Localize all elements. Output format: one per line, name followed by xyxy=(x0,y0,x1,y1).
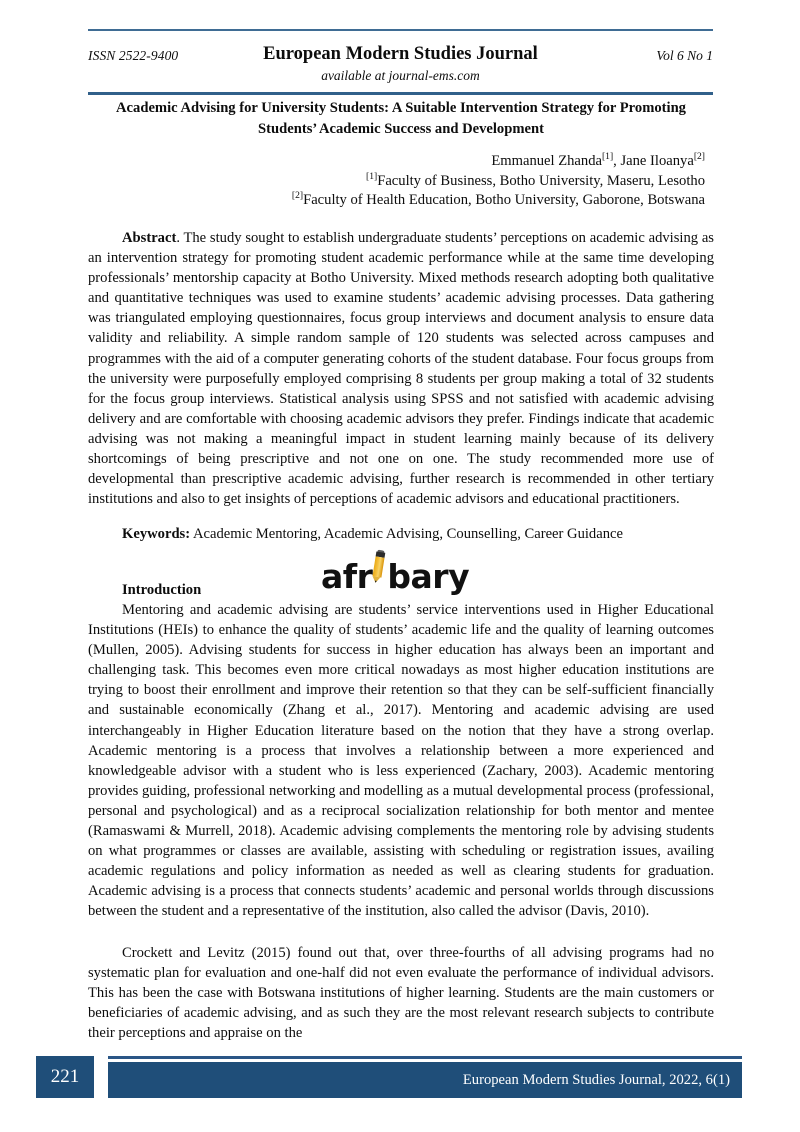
abstract-label: Abstract xyxy=(122,230,177,246)
volume-issue-label: Vol 6 No 1 xyxy=(656,48,713,63)
affiliation-1-line xyxy=(96,172,705,192)
authors-and-affiliations xyxy=(96,152,705,211)
afribary-logo-text-after: bary xyxy=(387,557,470,596)
introduction-paragraph-2: Crockett and Levitz (2015) found out that, over three-fourths of all advising programs had no systematic plan for evaluation and one-half did not even evaluate the performance of individual advisors. This has been the case with Botswana institutions of higher learning. Students are the main customers or beneficiaries of academic advising, and as such they are the most relevant research subjects to contribute their perceptions and appraise on the xyxy=(88,945,714,1042)
affiliation-2-marker: [2] xyxy=(291,190,304,202)
footer-rule-divider xyxy=(108,1056,742,1059)
keywords-text: Academic Mentoring, Academic Advising, Counselling, Career Guidance xyxy=(192,526,623,542)
introduction-paragraph-1: Mentoring and academic advising are students’ service interventions used in Higher Educational Institutions (HEIs) to enhance the quality of students’ academic life and the quality of learning outcomes (Mullen, 2005). Advising students for success in higher education has always been an important and challenging task. This becomes even more critical nowadays as most higher education institutions are trying to boost their enrollment and improve their retention so that they can be self-sufficient financially and sustainable economically (Zhang et al., 2017). Mentoring and academic advising are used interchangeably in Higher Education literature based on the notion that they have a strong overlap. Academic mentoring is a process that involves a relationship between a more experienced and knowledgeable advisor with a student who is less experienced (Zachary, 2003). Academic mentoring provides guiding, professional networking and modelling as a mutual developmental process (professional, personal and psychological) and as a reciprocal socialization relationship for both mentor and mentee (Ramaswami & Murrell, 2018). Academic advising complements the mentoring role by advising students on what programmes or classes are available, assisting with scheduling or registration issues, availing academic regulations and policy information as needed as well as clearing students for graduation. Academic advising is a process that connects students’ academic and personal worlds through discussions between the student and a representative of the institution, also called the advisor (Davis, 2010). xyxy=(88,602,714,920)
keywords-label: Keywords: xyxy=(122,526,191,542)
affiliation-2-text: Faculty of Health Education, Botho University, Gaborone, Botswana xyxy=(303,192,705,208)
article-title: Academic Advising for University Students: A Suitable Intervention Strategy for Promoting Students’ Academic Success and Development xyxy=(116,100,686,137)
author-2-marker: [2] xyxy=(693,151,705,163)
masthead xyxy=(88,44,713,90)
authors-separator: , xyxy=(613,153,621,169)
author-2-name: Jane Iloanya xyxy=(620,153,694,169)
afribary-logo-text-before: afr xyxy=(321,557,373,596)
footer-citation: European Modern Studies Journal, 2022, 6(1) xyxy=(462,1072,730,1088)
abstract-text: The study sought to establish undergraduate students’ perceptions on academic advising as an intervention strategy for promoting student academic performance while at the same time developing professionals’ mentorship capacity at Botho University. Mixed methods research adopting both qualitative and quantitative techniques was used to examine students’ academic advising processes. Data gathering was triangulated employing questionnaires, focus group interviews and document analysis to ensure data validity and reliability. A simple random sample of 120 students was selected across campuses and programmes with the aid of a computer generating cohorts of the student database. Four focus groups from the university were purposefully employed comprising 8 students per group making a total of 32 students for the focus group interviews. Statistical analysis using SPSS and not satisfied with academic advising delivery and are comfortable with choosing academic advisors they prefer. Findings indicate that academic advising was not making a meaningful impact in student learning mainly because of its delivery shortcomings of being prescriptive and not one on one. The study recommended more use of developmental than prescriptive academic advising, further research is recommended in other tertiary institutions and also to get insights of perceptions of academic advisors and educational practitioners. xyxy=(88,230,714,508)
journal-available-at: available at journal-ems.com xyxy=(321,68,480,83)
abstract-paragraph xyxy=(88,228,714,509)
affiliation-2-line xyxy=(96,191,705,211)
authors-line xyxy=(96,152,705,172)
keywords-paragraph xyxy=(88,524,714,544)
footer-bar xyxy=(108,1062,742,1098)
abstract-label-suffix: . xyxy=(176,230,184,246)
introduction-heading: Introduction xyxy=(122,582,202,598)
issn-label: ISSN 2522-9400 xyxy=(88,48,179,63)
masthead-rule-divider xyxy=(88,92,713,95)
journal-name: European Modern Studies Journal xyxy=(263,44,538,64)
page-number-badge: 221 xyxy=(36,1056,94,1098)
top-rule-divider xyxy=(88,29,713,31)
author-1-name: Emmanuel Zhanda xyxy=(491,153,602,169)
author-1-marker: [1] xyxy=(601,151,614,163)
affiliation-1-marker: [1] xyxy=(366,170,378,182)
affiliation-1-text: Faculty of Business, Botho University, Maseru, Lesotho xyxy=(377,172,705,189)
